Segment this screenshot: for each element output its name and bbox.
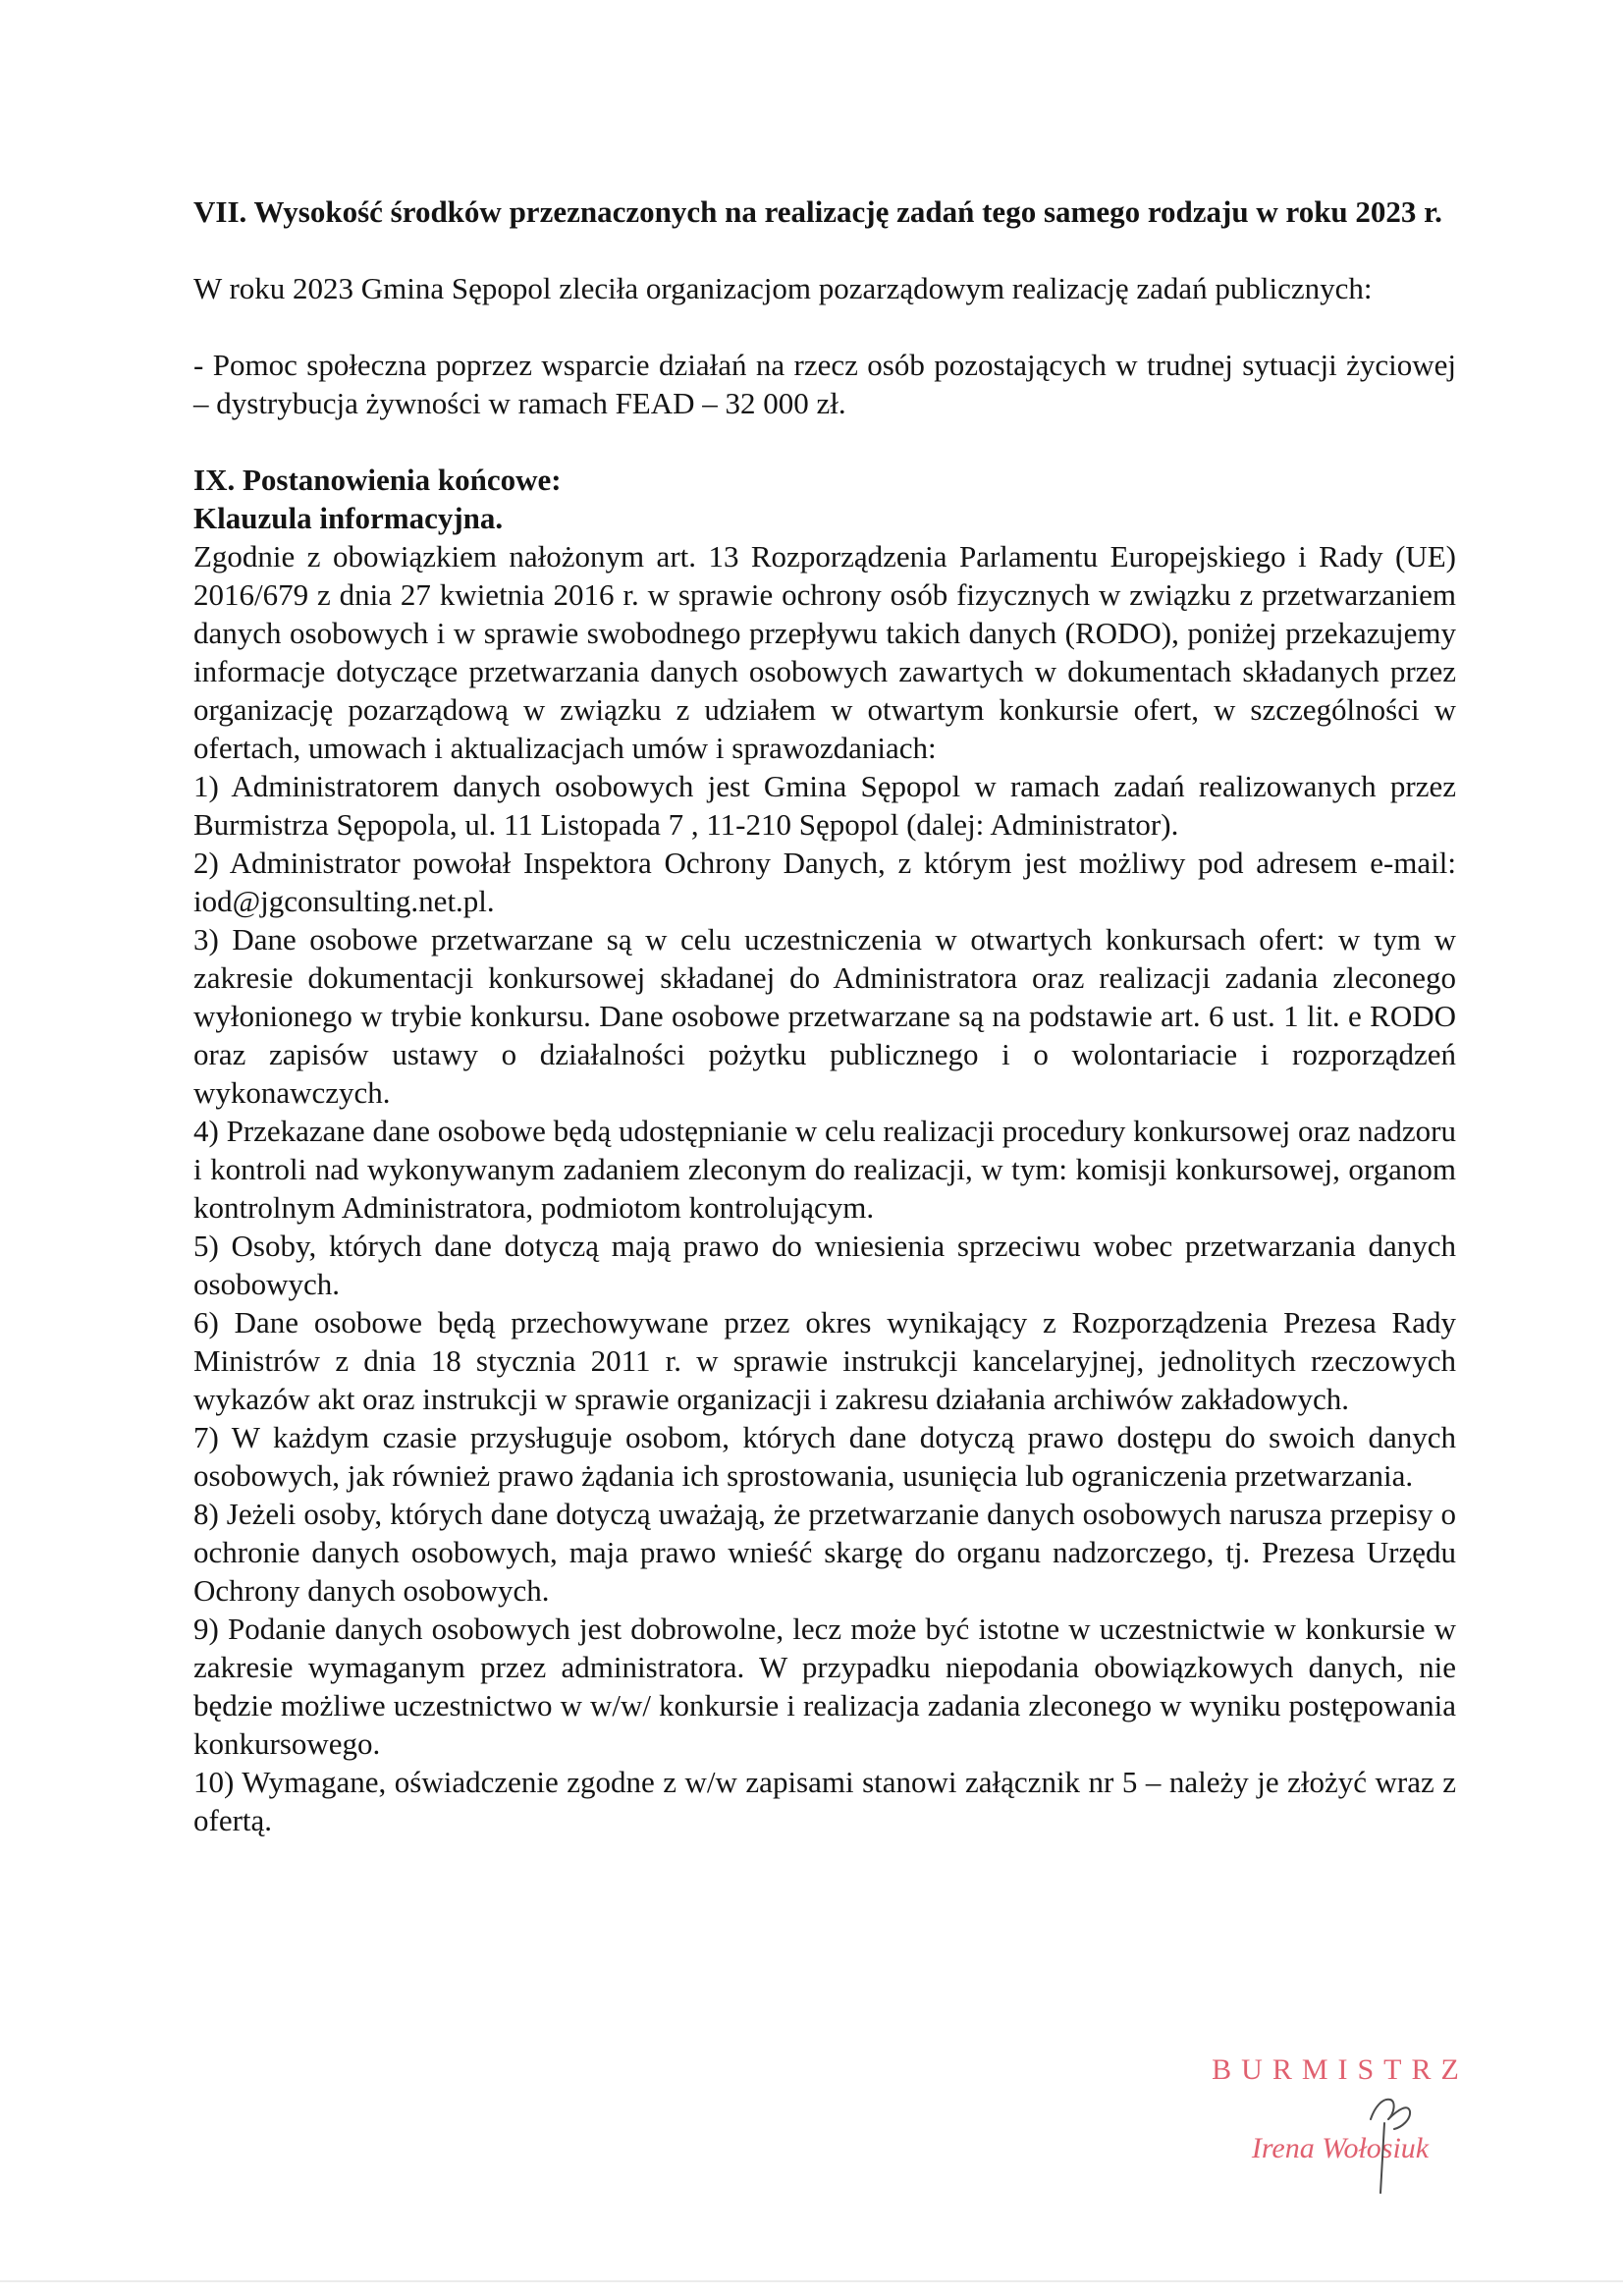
clause-point-6: 6) Dane osobowe będą przechowywane przez okres wynikający z Rozporządzenia Prezesa Rady Ministrów z dnia 18 stycznia 2011 r. w sprawie instrukcji kancelaryjnej, jednolitych rzeczowych wykazów akt oraz instrukcji w sprawie organizacji i zakresu działania archiwów zakładowych. <box>193 1305 1456 1416</box>
handwritten-signature <box>1365 2090 1414 2198</box>
section-vii-bullet: - Pomoc społeczna poprzez wsparcie działań na rzecz osób pozostających w trudnej sytuacji życiowej – dystrybucja żywności w ramach FEAD – 32 000 zł. <box>193 348 1456 420</box>
stamp-title: BURMISTRZ <box>1212 2053 1469 2086</box>
document-page <box>193 192 1456 1839</box>
section-vii-heading: VII. Wysokość środków przeznaczonych na realizację zadań tego samego rodzaju w roku 2023 r. <box>193 194 1442 229</box>
clause-point-4: 4) Przekazane dane osobowe będą udostępnianie w celu realizacji procedury konkursowej oraz nadzoru i kontroli nad wykonywanym zadaniem zleconym do realizacji, w tym: komisji konkursowej, organom kontrolnym Administratora, podmiotom kontrolującym. <box>193 1114 1456 1225</box>
clause-subheading: Klauzula informacyjna. <box>193 501 504 535</box>
clause-point-5: 5) Osoby, których dane dotyczą mają prawo do wniesienia sprzeciwu wobec przetwarzania danych osobowych. <box>193 1229 1456 1301</box>
clause-point-8: 8) Jeżeli osoby, których dane dotyczą uważają, że przetwarzanie danych osobowych narusza przepisy o ochronie danych osobowych, maja prawo wnieść skargę do organu nadzorczego, tj. Prezesa Urzędu Ochrony danych osobowych. <box>193 1497 1456 1608</box>
page-bottom-line <box>0 2280 1623 2282</box>
clause-point-3: 3) Dane osobowe przetwarzane są w celu uczestniczenia w otwartych konkursach ofert: w tym w zakresie dokumentacji konkursowej składanej do Administratora oraz realizacji zadania zleconego wyłonionego w trybie konkursu. Dane osobowe przetwarzane są na podstawie art. 6 ust. 1 lit. e RODO oraz zapisów ustawy o działalności pożytku publicznego i o wolontariacie i rozporządzeń wykonawczych. <box>193 922 1456 1110</box>
clause-point-10: 10) Wymagane, oświadczenie zgodne z w/w zapisami stanowi załącznik nr 5 – należy je złożyć wraz z ofertą. <box>193 1765 1456 1837</box>
clause-intro: Zgodnie z obowiązkiem nałożonym art. 13 Rozporządzenia Parlamentu Europejskiego i Rady (UE) 2016/679 z dnia 27 kwietnia 2016 r. w sprawie ochrony osób fizycznych w związku z przetwarzaniem danych osobowych i w sprawie swobodnego przepływu takich danych (RODO), poniżej przekazujemy informacje dotyczące przetwarzania danych osobowych zawartych w dokumentach składanych przez organizację pozarządową w związku z udziałem w otwartym konkursie ofert, w szczególności w ofertach, umowach i aktualizacjach umów i sprawozdaniach: <box>193 539 1456 765</box>
clause-point-9: 9) Podanie danych osobowych jest dobrowolne, lecz może być istotne w uczestnictwie w konkursie w zakresie wymaganym przez administratora. W przypadku niepodania obowiązkowych danych, nie będzie możliwe uczestnictwo w w/w/ konkursie i realizacja zadania zleconego w wyniku postępowania konkursowego. <box>193 1612 1456 1761</box>
section-ix-heading: IX. Postanowienia końcowe: <box>193 463 562 497</box>
section-vii-intro: W roku 2023 Gmina Sępopol zleciła organizacjom pozarządowym realizację zadań publicznych: <box>193 271 1373 305</box>
stamp-name: Irena Wołosiuk <box>1251 2132 1430 2164</box>
clause-point-1: 1) Administratorem danych osobowych jest Gmina Sępopol w ramach zadań realizowanych przez Burmistrza Sępopola, ul. 11 Listopada 7 , 11-210 Sępopol (dalej: Administrator). <box>193 769 1456 842</box>
mayor-stamp <box>1178 2050 1502 2168</box>
clause-point-7: 7) W każdym czasie przysługuje osobom, których dane dotyczą prawo dostępu do swoich danych osobowych, jak również prawo żądania ich sprostowania, usunięcia lub ograniczenia przetwarzania. <box>193 1420 1456 1493</box>
clause-point-2: 2) Administrator powołał Inspektora Ochrony Danych, z którym jest możliwy pod adresem e-mail: iod@jgconsulting.net.pl. <box>193 846 1456 918</box>
